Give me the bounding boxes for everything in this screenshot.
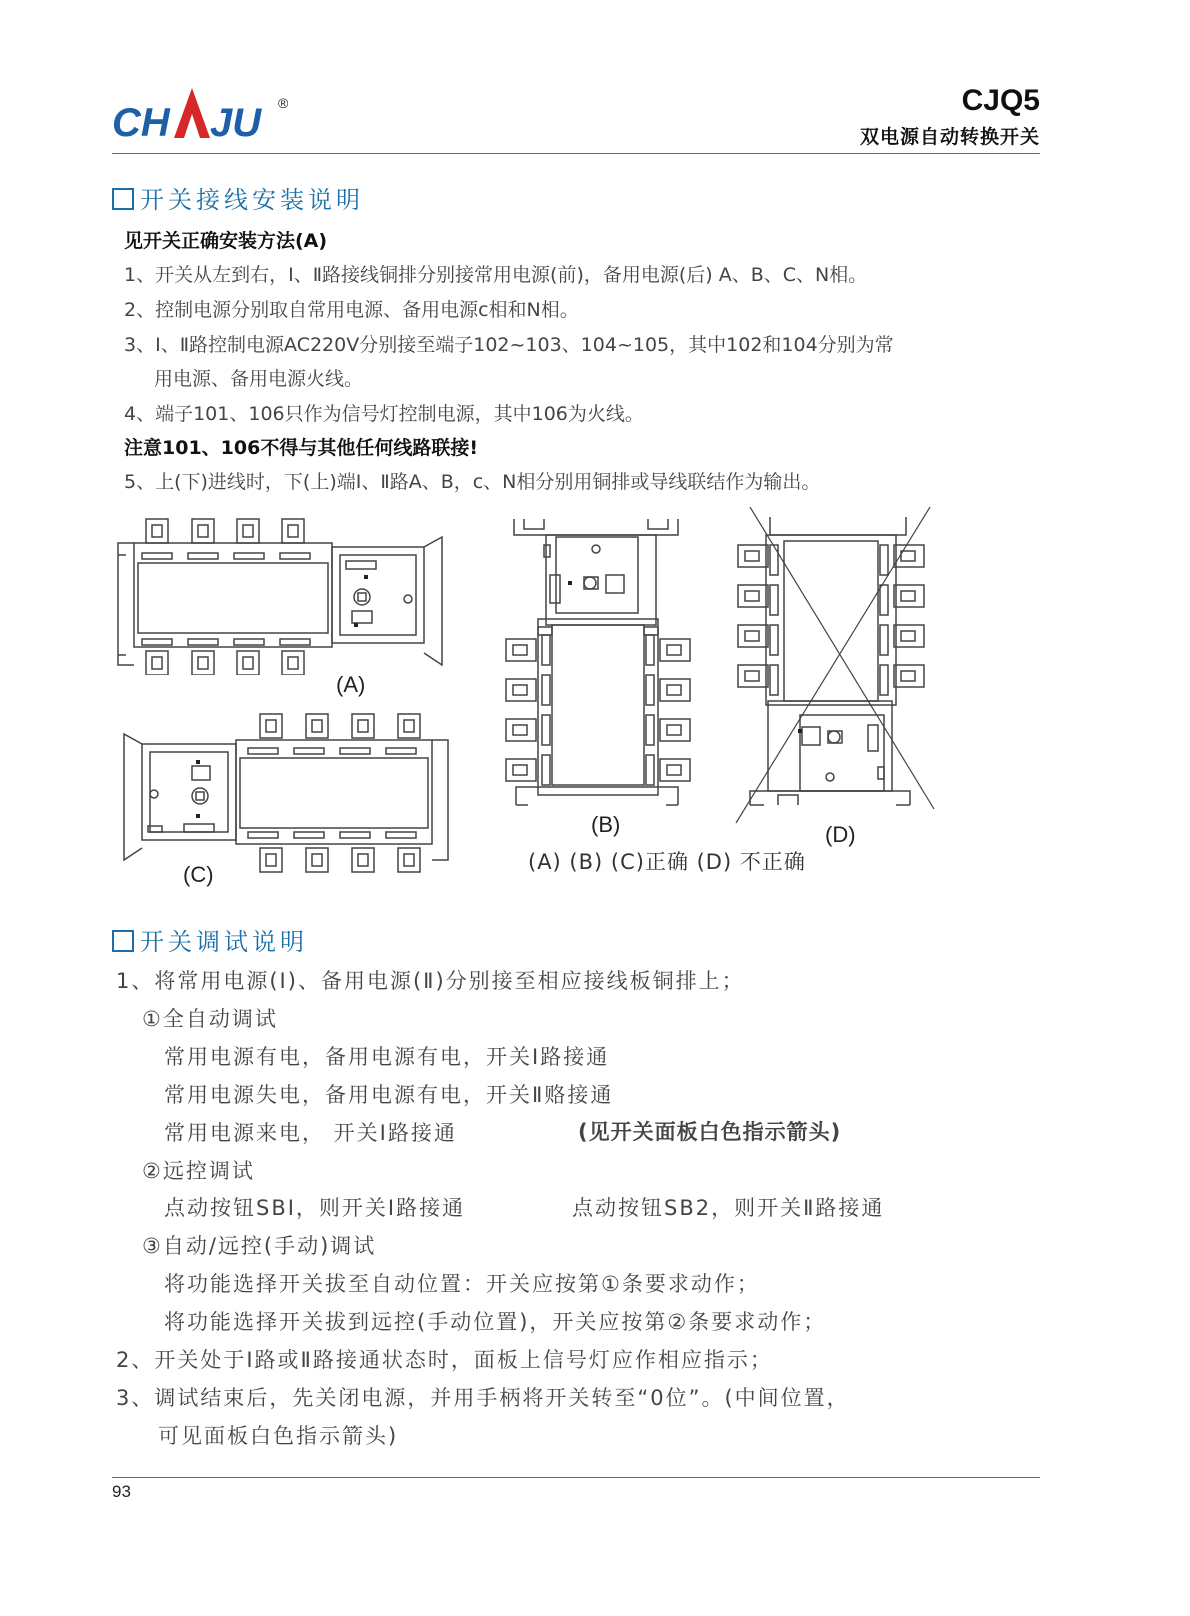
instruction-line: 4、端子101、106只作为信号灯控制电源，其中106为火线。: [124, 403, 644, 425]
diagram-b-label: (B): [591, 812, 621, 837]
debug-line: 可见面板白色指示箭头): [158, 1424, 399, 1448]
instruction-line: 5、上(下)进线时，下(上)端Ⅰ、Ⅱ路A、B，c、N相分别用铜排或导线联结作为输出。: [124, 471, 821, 493]
debug-subheading: ②远控调试: [142, 1159, 255, 1183]
section-title-installation: 开关接线安装说明: [112, 180, 364, 215]
diagram-b: [500, 515, 695, 810]
debug-line: 常用电源有电，备用电源有电，开关Ⅰ路接通: [164, 1045, 610, 1069]
header-divider: [112, 153, 1040, 154]
model-name: CJQ5: [961, 84, 1040, 117]
installation-heading: 见开关正确安装方法(A): [124, 230, 328, 252]
checkbox-square-icon: [112, 930, 134, 952]
chaju-logo: [112, 84, 302, 154]
page-number: 93: [112, 1482, 131, 1501]
debug-line: 点动按钮SB2，则开关Ⅱ路接通: [572, 1196, 885, 1220]
diagram-d: [730, 505, 940, 825]
debug-line: 将功能选择开关拔至自动位置：开关应按第①条要求动作；: [164, 1272, 760, 1296]
instruction-line: 用电源、备用电源火线。: [154, 368, 364, 390]
section-title-debugging: 开关调试说明: [112, 922, 308, 957]
diagram-a: [112, 515, 452, 675]
svg-text:CH: CH: [112, 101, 170, 145]
debug-line: 常用电源失电，备用电源有电，开关Ⅱ赂接通: [164, 1083, 614, 1107]
instruction-line: 2、控制电源分别取自常用电源、备用电源c相和N相。: [124, 299, 579, 321]
debug-subheading: ①全自动调试: [142, 1007, 278, 1031]
debug-line: 1、将常用电源(Ⅰ)、备用电源(Ⅱ)分别接至相应接线板铜排上；: [116, 969, 745, 993]
diagram-c-label: (C): [183, 862, 214, 887]
diagram-c: [112, 710, 452, 880]
debug-line: 常用电源来电， 开关Ⅰ路接通: [164, 1121, 457, 1145]
svg-text:®: ®: [278, 95, 289, 111]
debug-line: 2、开关处于Ⅰ路或Ⅱ路接通状态时，面板上信号灯应作相应指示；: [116, 1348, 773, 1372]
debug-line: 将功能选择开关拔到远控(手动位置)，开关应按第②条要求动作；: [164, 1310, 827, 1334]
debug-subheading: ③自动/远控(手动)调试: [142, 1234, 377, 1258]
footer-divider: [112, 1477, 1040, 1478]
product-subtitle: 双电源自动转换开关: [859, 126, 1040, 148]
warning-note: 注意101、106不得与其他任何线路联接!: [124, 437, 478, 459]
instruction-line: 3、Ⅰ、Ⅱ路控制电源AC220V分别接至端子102~103、104~105，其中102和104分别为常: [124, 334, 894, 356]
debug-line: 3、调试结束后，先关闭电源，并用手柄将开关转至“0位”。(中间位置，: [116, 1386, 850, 1410]
svg-text:JU: JU: [210, 101, 262, 145]
diagram-d-label: (D): [825, 822, 856, 847]
checkbox-square-icon: [112, 188, 134, 210]
debug-line: 点动按钮SBI，则开关Ⅰ路接通: [164, 1196, 466, 1220]
arrow-indicator-note: (见开关面板白色指示箭头): [578, 1120, 842, 1144]
diagram-a-label: (A): [336, 672, 366, 697]
instruction-line: 1、开关从左到右，Ⅰ、Ⅱ路接线铜排分别接常用电源(前)，备用电源(后) A、B、C、N相。: [124, 264, 868, 286]
diagram-caption: (A) (B) (C)正确 (D) 不正确: [528, 850, 806, 874]
